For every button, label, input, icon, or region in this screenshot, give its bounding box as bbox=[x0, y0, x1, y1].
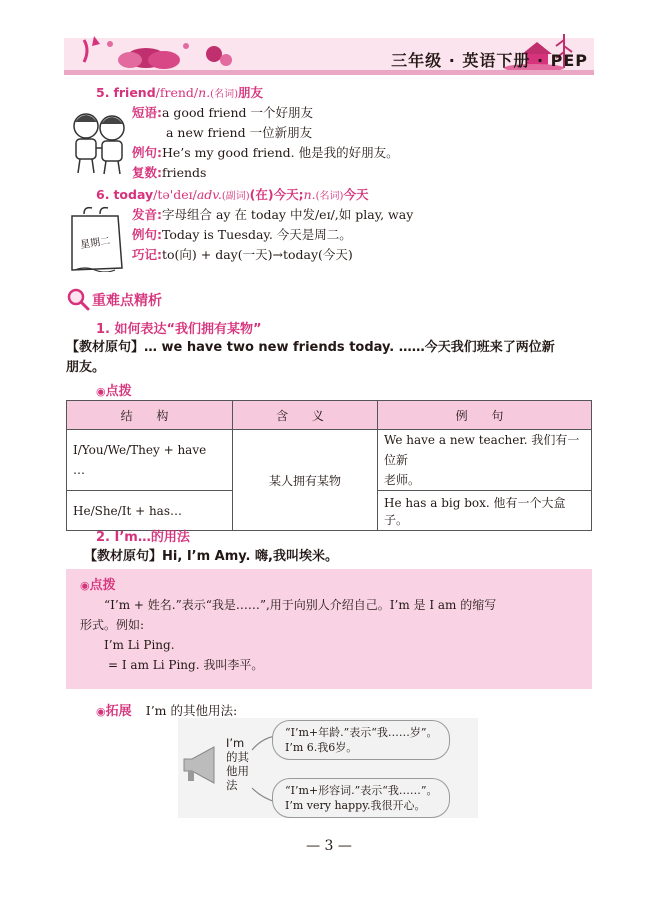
megaphone-icon bbox=[180, 745, 226, 789]
tip-line: = I am Li Ping. 我叫李平。 bbox=[108, 658, 264, 672]
point1-source: 【教材原句】… we have two new friends today. ……今天我们班来了两位新 bbox=[66, 340, 555, 355]
point2-source: 【教材原句】Hi, I’m Amy. 嗨,我叫埃米。 bbox=[84, 549, 338, 564]
vocab-friend-phrase-2: a new friend 一位新朋友 bbox=[166, 125, 313, 140]
vocab-friend-plural: 复数:friends bbox=[132, 165, 207, 180]
tip-line: “I’m + 姓名.”表示“我是……”,用于向别人介绍自己。I’m 是 I am 的缩写 bbox=[104, 598, 497, 612]
table-header-row bbox=[67, 401, 592, 430]
tip-bullet-icon: ◉ bbox=[80, 579, 90, 592]
vocab-friend-phrase: 短语:a good friend 一个好朋友 bbox=[132, 105, 313, 120]
vocab-today-heading: 6. today/tə'deɪ/adv.(副词)(在)今天;n.(名词)今天 bbox=[96, 187, 369, 202]
usage-bubble-adjective: “I’m+形容词.”表示“我……”。 I’m very happy.我很开心。 bbox=[272, 778, 450, 818]
table-header: 含 义 bbox=[233, 401, 378, 430]
header-title: 三年级 · 英语下册 · PEP bbox=[391, 51, 588, 70]
point2-tip: ◉点拨 bbox=[80, 578, 116, 593]
vocab-friend-heading: 5. friend/frend/n.(名词)朋友 bbox=[96, 85, 263, 100]
magnifier-icon bbox=[66, 287, 90, 315]
point1-title: 1. 如何表达“我们拥有某物” bbox=[96, 322, 262, 337]
table-cell-example: He has a big box. 他有一个大盒子。 bbox=[378, 491, 592, 531]
table-header: 结 构 bbox=[67, 401, 233, 430]
table-cell-example: We have a new teacher. 我们有一位新 bbox=[384, 433, 580, 467]
vocab-today-example: 例句:Today is Tuesday. 今天是周二。 bbox=[132, 227, 352, 242]
point1-tip: ◉点拨 bbox=[96, 384, 132, 399]
table-cell-structure: … bbox=[73, 463, 85, 477]
table-row bbox=[67, 430, 592, 491]
vocab-today-mnemonic: 巧记:to(向) + day(一天)→today(今天) bbox=[132, 247, 353, 262]
table-cell-example: 老师。 bbox=[384, 473, 421, 487]
structure-table bbox=[66, 400, 592, 531]
kids-illustration bbox=[66, 106, 132, 180]
extension-heading: ◉拓展 I’m 的其他用法: bbox=[96, 703, 238, 719]
section-title: 重难点精析 bbox=[92, 293, 162, 309]
two-kids-icon bbox=[66, 106, 132, 176]
point1-source-cont: 朋友。 bbox=[66, 360, 106, 375]
vocab-today-pronunciation: 发音:字母组合 ay 在 today 中发/eɪ/,如 play, way bbox=[132, 207, 414, 222]
calendar-text: 星期二 bbox=[79, 235, 111, 252]
calendar-illustration bbox=[66, 206, 126, 272]
tip-line: 形式。例如: bbox=[80, 618, 145, 632]
page-number: — 3 — bbox=[306, 838, 352, 854]
usage-bubble-age: “I’m+年龄.”表示“我……岁”。 I’m 6.我6岁。 bbox=[272, 720, 450, 760]
table-cell-meaning: 某人拥有某物 bbox=[233, 430, 378, 531]
table-cell-structure: I/You/We/They + have bbox=[73, 443, 207, 457]
point2-title: 2. I’m…的用法 bbox=[96, 530, 190, 545]
extension-center-label: I’m 的其 他用 法 bbox=[226, 736, 249, 792]
table-cell-structure: He/She/It + has… bbox=[67, 491, 233, 531]
tip-bullet-icon: ◉ bbox=[96, 385, 106, 398]
vocab-friend-example: 例句:He’s my good friend. 他是我的好朋友。 bbox=[132, 145, 399, 160]
table-header: 例 句 bbox=[378, 401, 592, 430]
tip-line: I’m Li Ping. bbox=[104, 638, 175, 652]
tip-bullet-icon: ◉ bbox=[96, 705, 106, 718]
header-divider bbox=[64, 70, 594, 75]
